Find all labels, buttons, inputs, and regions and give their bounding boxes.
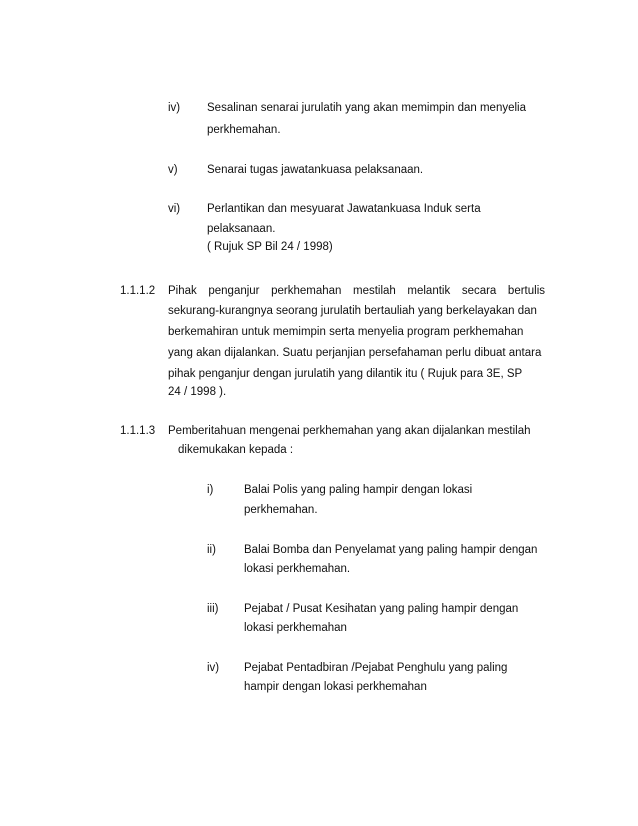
- list-item-number: vi): [168, 203, 181, 215]
- list-item-text: lokasi perkhemahan: [244, 622, 347, 634]
- list-item-number: iv): [207, 662, 220, 674]
- word: melantik: [407, 285, 451, 297]
- paragraph-line: sekurang-kurangnya seorang jurulatih bertauliah yang berkelayakan dan: [168, 305, 537, 317]
- list-item-text: Balai Polis yang paling hampir dengan lokasi: [244, 484, 473, 496]
- list-item-text: Pejabat / Pusat Kesihatan yang paling hampir dengan: [244, 603, 519, 615]
- word: Pihak: [168, 285, 197, 297]
- list-item-text: perkhemahan.: [207, 124, 281, 136]
- list-item-text: Senarai tugas jawatankuasa pelaksanaan.: [207, 164, 424, 176]
- list-item-text: ( Rujuk SP Bil 24 / 1998): [207, 241, 333, 253]
- list-item-text: Perlantikan dan mesyuarat Jawatankuasa Induk serta: [207, 203, 481, 215]
- list-item-text: perkhemahan.: [244, 504, 318, 516]
- list-item-text: hampir dengan lokasi perkhemahan: [244, 681, 427, 693]
- list-item-number: v): [168, 164, 178, 176]
- word: mestilah: [353, 285, 396, 297]
- list-item-text: Balai Bomba dan Penyelamat yang paling hampir dengan: [244, 544, 538, 556]
- word: bertulis: [507, 285, 545, 297]
- paragraph-line: [168, 284, 545, 298]
- paragraph-number: 1.1.1.2: [120, 285, 156, 297]
- word: penganjur: [208, 285, 260, 297]
- paragraph-line: dikemukakan kepada :: [178, 444, 294, 456]
- list-item-text: pelaksanaan.: [207, 223, 276, 235]
- paragraph-line: yang akan dijalankan. Suatu perjanjian persefahaman perlu dibuat antara: [168, 347, 542, 359]
- paragraph-line: Pemberitahuan mengenai perkhemahan yang akan dijalankan mestilah: [168, 425, 531, 437]
- list-item-text: lokasi perkhemahan.: [244, 563, 351, 575]
- paragraph-line: berkemahiran untuk memimpin serta menyelia program perkhemahan: [168, 326, 524, 338]
- paragraph-line: 24 / 1998 ).: [168, 386, 227, 398]
- list-item-number: ii): [207, 544, 216, 556]
- list-item-text: Pejabat Pentadbiran /Pejabat Penghulu yang paling: [244, 662, 508, 674]
- list-item-number: iv): [168, 102, 181, 114]
- list-item-number: iii): [207, 603, 219, 615]
- paragraph-line: pihak penganjur dengan jurulatih yang dilantik itu ( Rujuk para 3E, SP: [168, 368, 523, 380]
- word: secara: [461, 285, 497, 297]
- list-item-text: Sesalinan senarai jurulatih yang akan memimpin dan menyelia: [207, 102, 526, 114]
- word: perkhemahan: [271, 285, 342, 297]
- paragraph-number: 1.1.1.3: [120, 425, 156, 437]
- list-item-number: i): [207, 484, 214, 496]
